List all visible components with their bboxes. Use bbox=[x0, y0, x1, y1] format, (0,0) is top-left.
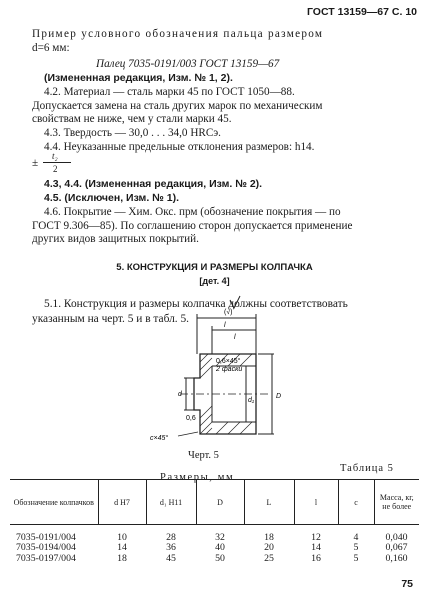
p42-line2: Допускается замена на сталь других марок по механическим bbox=[32, 100, 323, 112]
cell: 0,160 bbox=[385, 552, 408, 564]
cell: 36 bbox=[166, 542, 176, 553]
fraction-numerator: t₂ bbox=[52, 151, 58, 161]
section-title: 5. КОНСТРУКЦИЯ И РАЗМЕРЫ КОЛПАЧКА bbox=[116, 262, 313, 273]
p46-line3: других видов защитных покрытий. bbox=[32, 233, 199, 245]
cell: 25 bbox=[264, 552, 274, 564]
cell: 4 bbox=[353, 531, 359, 543]
figure-caption: Черт. 5 bbox=[188, 450, 219, 461]
cell: 7035-0197/004 bbox=[16, 552, 76, 564]
p46-line1: 4.6. Покрытие — Хим. Окс. прм (обозначение покрытия — по bbox=[44, 206, 341, 218]
table-row bbox=[10, 554, 419, 565]
p44-line1: 4.4. Неуказанные предельные отклонения размеров: h14. bbox=[44, 141, 315, 153]
example-size: d=6 мм: bbox=[32, 42, 70, 54]
chamfer-label: 0,6×45° bbox=[216, 358, 241, 365]
p51-line1: 5.1. Конструкция и размеры колпачка должны соответствовать bbox=[44, 298, 348, 310]
edition-note-2: 4.3, 4.4. (Измененная редакция, Изм. № 2). bbox=[44, 178, 263, 190]
example-intro: Пример условного обозначения пальца размером bbox=[32, 28, 324, 40]
cell: 14 bbox=[311, 542, 321, 553]
p42-line1: 4.2. Материал — сталь марки 45 по ГОСТ 1050—88. bbox=[44, 86, 295, 98]
col-header-D: D bbox=[196, 480, 244, 525]
cap-drawing bbox=[150, 292, 290, 452]
dim-d1-label: d₁ bbox=[248, 397, 255, 404]
col-header-l: l bbox=[294, 480, 338, 525]
dim-D-label: D bbox=[276, 393, 282, 400]
dim-l-lower-label: l bbox=[234, 334, 236, 341]
dim-l-label: l bbox=[224, 322, 226, 329]
cell: 5 bbox=[353, 552, 359, 564]
cell: 7035-0191/004 bbox=[16, 531, 76, 543]
cell: 18 bbox=[117, 552, 127, 564]
cell: 5 bbox=[353, 542, 359, 553]
deleted-note: 4.5. (Исключен, Изм. № 1). bbox=[44, 192, 180, 204]
col-header-c: c bbox=[338, 480, 374, 525]
edition-note-1: (Измененная редакция, Изм. № 1, 2). bbox=[44, 72, 233, 84]
cell: 0,040 bbox=[385, 531, 408, 543]
section-subtitle: [дет. 4] bbox=[199, 276, 230, 286]
col-header-d1: d₁ H11 bbox=[146, 480, 196, 525]
example-designation: Палец 7035-0191/003 ГОСТ 13159—67 bbox=[96, 58, 280, 70]
cell: 0,067 bbox=[385, 542, 408, 553]
cell: 20 bbox=[264, 542, 274, 553]
col-header-designation: Обозначение колпачков bbox=[10, 480, 98, 525]
page-header: ГОСТ 13159—67 С. 10 bbox=[306, 6, 417, 18]
dimensions-table bbox=[10, 479, 419, 564]
cell: 18 bbox=[264, 531, 274, 543]
cell: 28 bbox=[166, 531, 176, 543]
cell: 40 bbox=[215, 542, 225, 553]
cell: 7035-0194/004 bbox=[16, 542, 76, 553]
col-header-d: d H7 bbox=[98, 480, 146, 525]
roughness-label: (√) bbox=[224, 309, 233, 316]
table-header-row bbox=[10, 480, 419, 525]
col-header-mass: Масса, кг, не более bbox=[374, 480, 419, 525]
plus-minus-sign: ± bbox=[32, 157, 39, 169]
p42-line3: свойствам не ниже, чем у стали марки 45. bbox=[32, 113, 232, 125]
page-number: 75 bbox=[401, 578, 413, 590]
chamfer-count-label: 2 фаски bbox=[216, 366, 243, 373]
roughness-mark bbox=[230, 296, 240, 308]
p51-line2: указанным на черт. 5 и в табл. 5. bbox=[32, 313, 190, 325]
dim-d-label: d bbox=[178, 391, 182, 398]
cell: 50 bbox=[215, 552, 225, 564]
cell: 16 bbox=[311, 552, 321, 564]
fraction-denominator: 2 bbox=[53, 164, 58, 174]
cell: 45 bbox=[166, 552, 176, 564]
table-units: Размеры, мм bbox=[160, 472, 235, 483]
cell: 12 bbox=[311, 531, 321, 543]
chamfer-c-label: c×45° bbox=[150, 435, 169, 442]
cell: 32 bbox=[215, 531, 225, 543]
cell: 10 bbox=[117, 531, 127, 543]
col-header-L: L bbox=[244, 480, 294, 525]
p46-line2: ГОСТ 9.306—85). По соглашению сторон допускается применение bbox=[32, 220, 353, 232]
cell: 14 bbox=[117, 542, 127, 553]
table-row bbox=[10, 543, 419, 554]
radius-label: 0,6 bbox=[186, 415, 196, 422]
p43: 4.3. Твердость — 30,0 . . . 34,0 HRCэ. bbox=[44, 127, 221, 139]
table-label: Таблица 5 bbox=[340, 463, 394, 474]
